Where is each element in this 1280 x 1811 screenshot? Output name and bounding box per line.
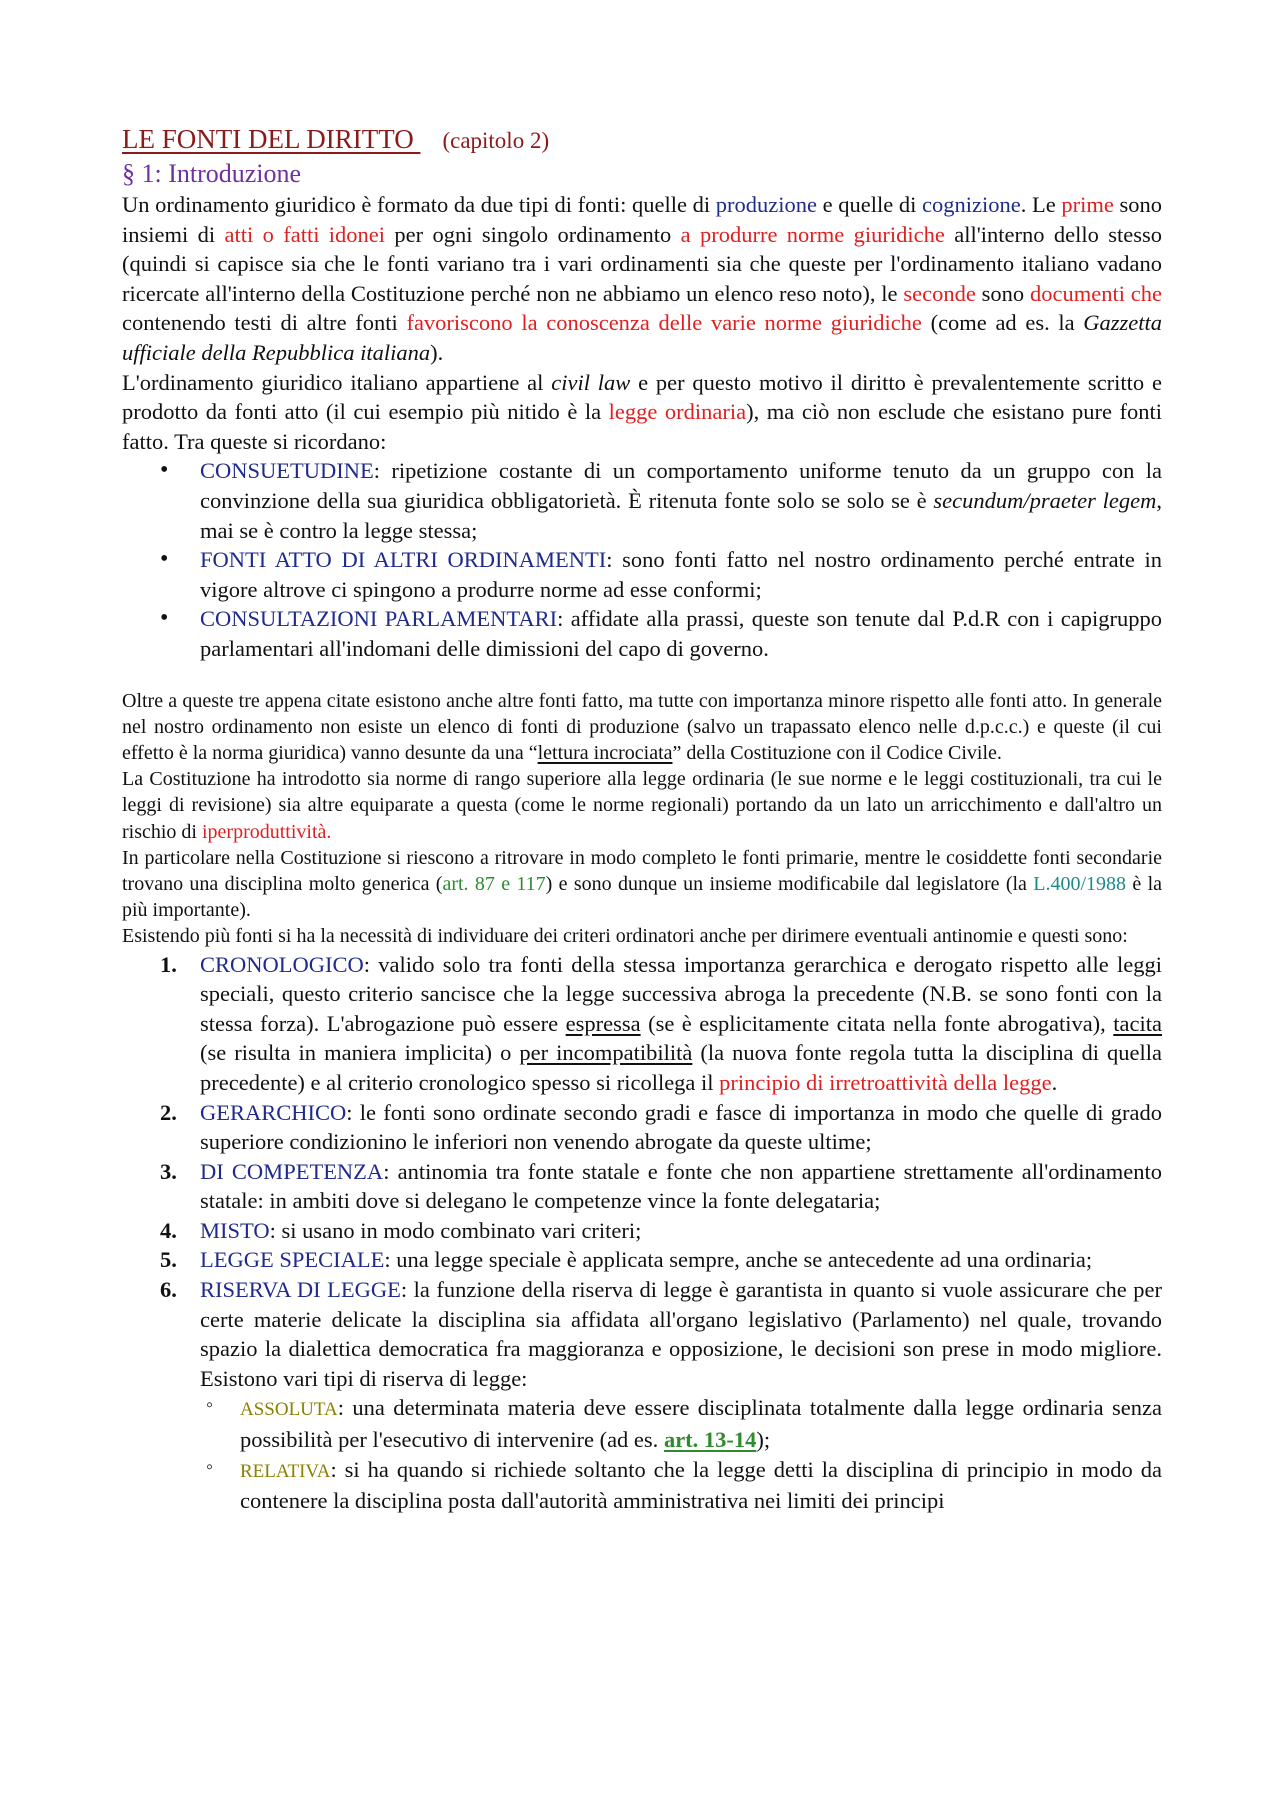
list-item: • CONSULTAZIONI PARLAMENTARI: affidate alla prassi, queste son tenute dal P.d.R con i capigruppo parlamentari all'indomani delle dimissioni del capo di governo.: [200, 604, 1162, 663]
fonti-fatto-list: [122, 456, 1162, 663]
riserva-types-list: [200, 1393, 1162, 1515]
list-item: 5. LEGGE SPECIALE: una legge speciale è applicata sempre, anche se antecedente ad una ordinaria;: [160, 1247, 1093, 1273]
title-main: LE FONTI DEL DIRITTO: [122, 124, 421, 154]
list-item: 2. GERARCHICO: le fonti sono ordinate secondo gradi e fasce di importanza in modo che quelle di grado superiore condizionino le inferiori non venendo abrogate da queste ultime;: [160, 1099, 1162, 1155]
paragraph-civil-law: L'ordinamento giuridico italiano appartiene al civil law e per questo motivo il diritto è prevalentemente scritto e prodotto da fonti atto (il cui esempio più nitido è la legge ordinaria), ma ciò non esclude che esistano pure fonti fatto. Tra queste si ricordano:: [122, 369, 1162, 454]
paragraph-criteri: Esistendo più fonti si ha la necessità di individuare dei criteri ordinatori anche per dirimere eventuali antinomie e questi sono:: [122, 925, 1128, 948]
title-chapter: (capitolo 2): [442, 128, 550, 153]
paragraph-fonti-primarie: In particolare nella Costituzione si riescono a ritrovare in modo completo le fonti primarie, mentre le cosiddette fonti secondarie trovano una disciplina molto generica (art. 87 e 117) e sono dunque un insieme modificabile dal legislatore (la L.400/1988 è la più importante).: [122, 846, 1162, 922]
document-page: [122, 122, 1162, 1516]
list-item: ◦ RELATIVA: si ha quando si richiede soltanto che la legge detti la disciplina di principio in modo da contenere la disciplina posta dall'autorità amministrativa nei limiti dei principi: [240, 1455, 1162, 1516]
list-item: 6. RISERVA DI LEGGE: la funzione della riserva di legge è garantista in quanto si vuole assicurare che per certe materie delicate la disciplina sia affidata all'organo legislativo (Parlamento) nel quale, trovando spazio la dialettica democratica fra maggioranza e opposizione, le decisioni son prese in modo migliore. Esistono vari tipi di riserva di legge: ◦ ASSOLUTA: una determinata materia deve essere disciplinata totalmente dalla legge ordinaria senza possibilità per l'esecutivo di intervenire (ad es. art. 13-14); ◦ RELATIVA: si ha quando si richiede soltanto che la legge detti la disciplina di principio in modo da contenere la disciplina posta dall'autorità amministrativa nei limiti dei principi: [200, 1275, 1162, 1516]
list-item: 3. DI COMPETENZA: antinomia tra fonte statale e fonte che non appartiene strettamente all'ordinamento statale: in ambiti dove si delegano le competenze vince la fonte delegataria;: [160, 1158, 1162, 1214]
paragraph-fonti: Un ordinamento giuridico è formato da due tipi di fonti: quelle di produzione e quelle di cognizione. Le prime sono insiemi di atti o fatti idonei per ogni singolo ordinamento a produrre norme giuridiche all'interno dello stesso (quindi si capisce sia che le fonti variano tra i vari ordinamenti sia che queste per l'ordinamento italiano vadano ricercate all'interno della Costituzione perché non ne abbiamo un elenco reso noto), le seconde sono documenti che contenendo testi di altre fonti favoriscono la conoscenza delle varie norme giuridiche (come ad es. la Gazzetta ufficiale della Repubblica italiana).: [122, 192, 1163, 365]
list-item: ◦ ASSOLUTA: una determinata materia deve essere disciplinata totalmente dalla legge ordinaria senza possibilità per l'esecutivo di intervenire (ad es. art. 13-14);: [240, 1393, 1162, 1454]
article-link[interactable]: art. 13-14: [663, 1427, 757, 1453]
list-item: 1. CRONOLOGICO: valido solo tra fonti della stessa importanza gerarchica e derogato rispetto alle leggi speciali, questo criterio sancisce che la legge successiva abroga la precedente (N.B. se sono fonti con la stessa forza). L'abrogazione può essere espressa (se è esplicitamente citata nella fonte abrogativa), tacita (se risulta in maniera implicita) o per incompatibilità (la nuova fonte regola tutta la disciplina di quella precedente) e al criterio cronologico spesso si ricollega il principio di irretroattività della legge.: [160, 951, 1162, 1095]
list-item: 4. MISTO: si usano in modo combinato vari criteri;: [160, 1217, 642, 1243]
paragraph-costituzione: La Costituzione ha introdotto sia norme di rango superiore alla legge ordinaria (le sue norme e le leggi costituzionali, tra cui le leggi di revisione) sia altre equiparate a questa (come le norme regionali) portando da un lato un arricchimento e dall'altro un rischio di iperproduttività.: [122, 768, 1162, 843]
criteria-list: [122, 950, 1162, 1516]
page-title: [122, 122, 1162, 158]
list-item: • CONSUETUDINE: ripetizione costante di un comportamento uniforme tenuto da un gruppo con la convinzione della sua giuridica obbligatorietà. È ritenuta fonte solo se solo se è secundum/praeter legem, mai se è contro la legge stessa;: [200, 456, 1162, 545]
list-item: • FONTI ATTO DI ALTRI ORDINAMENTI: sono fonti fatto nel nostro ordinamento perché entrate in vigore altrove ci spingono a produrre norme ad esse conformi;: [200, 545, 1162, 604]
paragraph-altre-fonti: Oltre a queste tre appena citate esistono anche altre fonti fatto, ma tutte con importanza minore rispetto alle fonti atto. In generale nel nostro ordinamento non esiste un elenco di fonti di produzione (salvo un trapassato elenco nelle d.p.c.c.) e queste (il cui effetto è la norma giuridica) vanno desunte da una “lettura incrociata” della Costituzione con il Codice Civile.: [122, 689, 1162, 764]
section-heading: § 1: Introduzione: [122, 159, 302, 188]
